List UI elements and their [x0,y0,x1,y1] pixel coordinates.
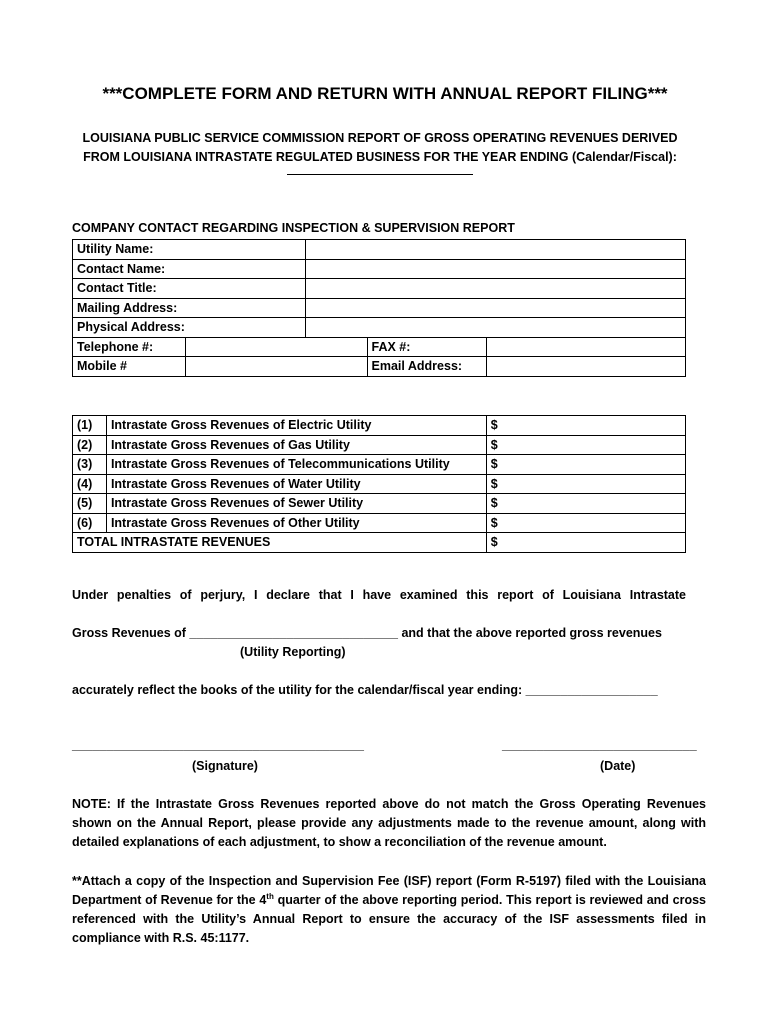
contact-row [73,298,686,318]
date-label: (Date) [600,759,636,773]
date-field[interactable]: ____________________________ [502,738,697,752]
signature-field[interactable]: __________________________________________ [72,738,364,752]
telephone-field[interactable] [185,337,367,357]
contact-name-label: Contact Name: [73,259,306,279]
revenue-total-row [73,533,686,553]
utility-reporting-field[interactable]: ______________________________ [189,626,398,640]
signature-label: (Signature) [192,759,258,773]
revenue-amount-field[interactable]: $ [486,513,685,533]
physical-address-field[interactable] [305,318,685,338]
attach-paragraph [72,872,706,948]
fiscal-year-ending-field[interactable]: ___________________ [525,683,658,697]
revenue-row-number: (6) [73,513,107,533]
declaration-line2 [72,626,662,640]
declaration-line1: Under penalties of perjury, I declare that I have examined this report of Louisiana Intrastate [72,588,686,602]
revenue-row-label: Intrastate Gross Revenues of Sewer Utility [106,494,486,514]
revenue-row [73,474,686,494]
contact-heading: COMPANY CONTACT REGARDING INSPECTION & SUPERVISION REPORT [72,221,515,235]
declaration-line3 [72,683,658,697]
revenue-row-number: (3) [73,455,107,475]
mobile-label: Mobile # [73,357,186,377]
contact-row [73,279,686,299]
revenue-row-number: (2) [73,435,107,455]
contact-row [73,259,686,279]
revenue-amount-field[interactable]: $ [486,435,685,455]
revenue-row-label: Intrastate Gross Revenues of Telecommunications Utility [106,455,486,475]
revenue-row-label: Intrastate Gross Revenues of Other Utility [106,513,486,533]
year-ending-field[interactable] [287,174,473,175]
email-label: Email Address: [367,357,487,377]
contact-title-field[interactable] [305,279,685,299]
revenue-row [73,435,686,455]
total-revenues-field[interactable]: $ [486,533,685,553]
physical-address-label: Physical Address: [73,318,306,338]
contact-row [73,240,686,260]
revenue-row-number: (5) [73,494,107,514]
revenue-row-label: Intrastate Gross Revenues of Gas Utility [106,435,486,455]
revenue-amount-field[interactable]: $ [486,455,685,475]
total-revenues-label: TOTAL INTRASTATE REVENUES [73,533,487,553]
revenue-amount-field[interactable]: $ [486,416,685,436]
revenue-row [73,416,686,436]
revenue-row-label: Intrastate Gross Revenues of Water Utility [106,474,486,494]
contact-table [72,239,686,377]
contact-title-label: Contact Title: [73,279,306,299]
contact-row [73,337,686,357]
utility-reporting-caption: (Utility Reporting) [240,645,346,659]
fax-label: FAX #: [367,337,487,357]
fax-field[interactable] [487,337,686,357]
declaration-line3-text: accurately reflect the books of the utility for the calendar/fiscal year ending: [72,683,523,697]
mobile-field[interactable] [185,357,367,377]
mailing-address-label: Mailing Address: [73,298,306,318]
form-title: ***COMPLETE FORM AND RETURN WITH ANNUAL REPORT FILING*** [102,84,668,103]
revenue-row [73,513,686,533]
form-subtitle-line2: FROM LOUISIANA INTRASTATE REGULATED BUSINESS FOR THE YEAR ENDING (Calendar/Fiscal): [83,150,677,164]
ordinal-suffix: th [266,891,274,901]
declaration-line2-suffix: and that the above reported gross revenues [401,626,662,640]
mailing-address-field[interactable] [305,298,685,318]
declaration-line2-prefix: Gross Revenues of [72,626,186,640]
utility-name-label: Utility Name: [73,240,306,260]
attach-text-part2: quarter of the above reporting period. This report is reviewed and cross referenced with the Utility’s Annual Report to ensure the accuracy of the ISF assessments filed in compliance with R.S. 45:1177. [72,893,706,945]
revenue-row [73,494,686,514]
utility-name-field[interactable] [305,240,685,260]
contact-row [73,357,686,377]
revenues-table [72,415,686,553]
revenue-amount-field[interactable]: $ [486,494,685,514]
contact-row [73,318,686,338]
revenue-amount-field[interactable]: $ [486,474,685,494]
form-subtitle-line1: LOUISIANA PUBLIC SERVICE COMMISSION REPORT OF GROSS OPERATING REVENUES DERIVED [82,131,678,145]
revenue-row-number: (4) [73,474,107,494]
telephone-label: Telephone #: [73,337,186,357]
revenue-row-label: Intrastate Gross Revenues of Electric Utility [106,416,486,436]
contact-name-field[interactable] [305,259,685,279]
email-field[interactable] [487,357,686,377]
attach-text-part1: **Attach a copy of the Inspection and Supervision Fee (ISF) report (Form R-5197) filed with the Louisiana Department of Revenue for the 4 [72,874,706,907]
revenue-row [73,455,686,475]
note-paragraph: NOTE: If the Intrastate Gross Revenues reported above do not match the Gross Operating Revenues shown on the Annual Report, please provide any adjustments made to the revenue amount, along with detailed explanations of each adjustment, to show a reconciliation of the revenue amount. [72,797,706,849]
revenue-row-number: (1) [73,416,107,436]
